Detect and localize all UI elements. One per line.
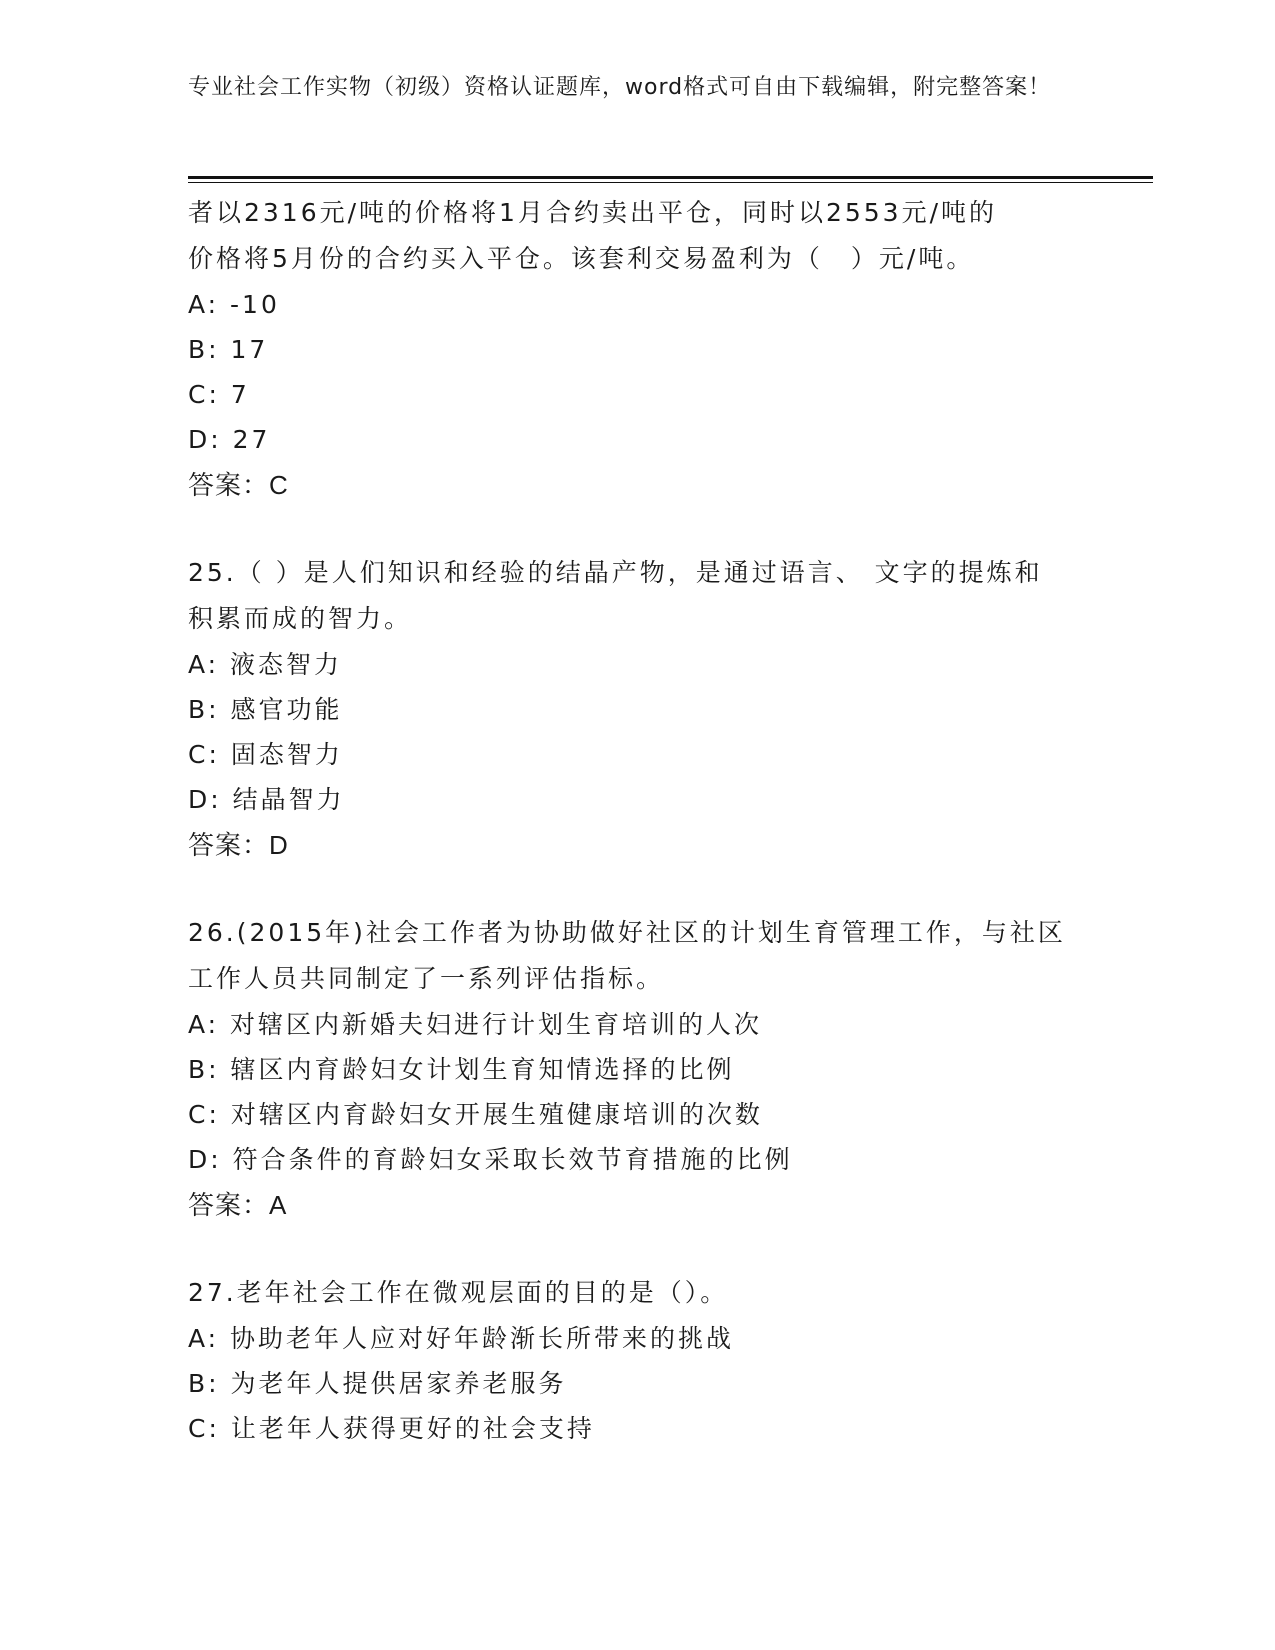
question-text-line: 者以2316元/吨的价格将1月合约卖出平仓，同时以2553元/吨的 [188, 198, 997, 227]
option-c: C: 7 [188, 380, 250, 409]
option-d: D: 27 [188, 425, 271, 454]
document-header: 专业社会工作实物（初级）资格认证题库，word格式可自由下载编辑，附完整答案！ [188, 75, 1052, 100]
header-divider-thin [188, 182, 1153, 183]
option-b: B: 感官功能 [188, 695, 343, 724]
question-text-line: 27.老年社会工作在微观层面的目的是（）。 [188, 1278, 729, 1307]
option-d: D: 符合条件的育龄妇女采取长效节育措施的比例 [188, 1145, 793, 1174]
option-a: A: 对辖区内新婚夫妇进行计划生育培训的人次 [188, 1010, 763, 1039]
option-b: B: 辖区内育龄妇女计划生育知情选择的比例 [188, 1055, 735, 1084]
question-text-line: 26.(2015年)社会工作者为协助做好社区的计划生育管理工作，与社区 [188, 918, 1066, 947]
question-26 [188, 910, 1088, 1228]
header-divider-thick [188, 176, 1153, 179]
question-27 [188, 1270, 1088, 1451]
question-text-line: 积累而成的智力。 [188, 604, 413, 633]
question-25 [188, 550, 1088, 868]
option-c: C: 固态智力 [188, 740, 343, 769]
option-d: D: 结晶智力 [188, 785, 345, 814]
question-text-line: 价格将5月份的合约买入平仓。该套利交易盈利为（ ）元/吨。 [188, 244, 975, 273]
option-b: B: 为老年人提供居家养老服务 [188, 1369, 567, 1398]
option-a: A: 协助老年人应对好年龄渐长所带来的挑战 [188, 1324, 735, 1353]
answer: 答案：A [188, 1190, 288, 1220]
question-24 [188, 190, 1088, 508]
option-c: C: 对辖区内育龄妇女开展生殖健康培训的次数 [188, 1100, 763, 1129]
option-c: C: 让老年人获得更好的社会支持 [188, 1414, 595, 1443]
option-a: A: -10 [188, 290, 280, 319]
option-a: A: 液态智力 [188, 650, 343, 679]
question-list [188, 190, 1088, 1451]
answer: 答案：D [188, 830, 289, 860]
answer: 答案：C [188, 470, 289, 500]
option-b: B: 17 [188, 335, 269, 364]
question-text-line: 25.（ ）是人们知识和经验的结晶产物，是通过语言、 文字的提炼和 [188, 558, 1043, 587]
question-text-line: 工作人员共同制定了一系列评估指标。 [188, 964, 665, 993]
